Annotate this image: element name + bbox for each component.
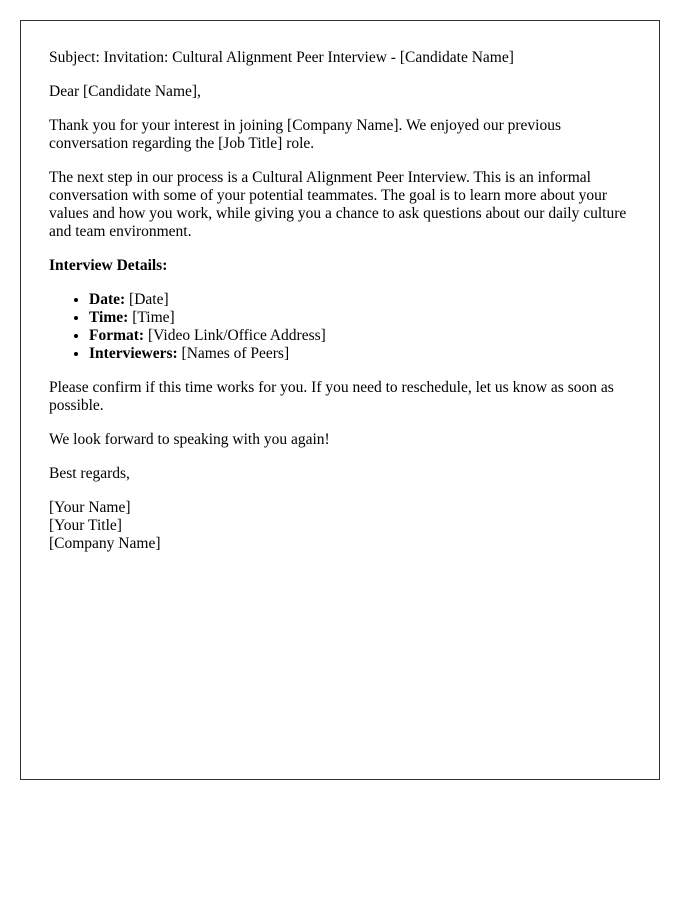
intro-paragraph: Thank you for your interest in joining [Company Name]. We enjoyed our previous conversation regarding the [Job Title] role. (49, 117, 562, 152)
signature-company: [Company Name] (49, 535, 161, 552)
details-heading-wrapper (49, 257, 631, 275)
subject-line: Subject: Invitation: Cultural Alignment Peer Interview - [Candidate Name] (49, 49, 514, 66)
detail-label: Time: (89, 309, 129, 326)
closing-sentence: We look forward to speaking with you again! (49, 431, 330, 448)
detail-item-format (89, 327, 631, 345)
signature-title: [Your Title] (49, 517, 122, 534)
signature-name: [Your Name] (49, 499, 131, 516)
confirm-paragraph: Please confirm if this time works for you. If you need to reschedule, let us know as soon as possible. (49, 379, 614, 414)
detail-value: [Date] (125, 291, 169, 308)
signature-block (49, 499, 631, 553)
detail-value: [Video Link/Office Address] (144, 327, 326, 344)
letter-container (20, 20, 660, 780)
details-heading: Interview Details: (49, 257, 168, 274)
detail-value: [Names of Peers] (177, 345, 290, 362)
detail-value: [Time] (128, 309, 175, 326)
detail-item-interviewers (89, 345, 631, 363)
greeting: Dear [Candidate Name], (49, 83, 201, 100)
detail-label: Date: (89, 291, 126, 308)
details-list (49, 291, 631, 363)
process-paragraph: The next step in our process is a Cultural Alignment Peer Interview. This is an informal conversation with some of your potential teammates. The goal is to learn more about your values and how you work, while giving you a chance to ask questions about our daily culture and team environment. (49, 169, 627, 240)
detail-item-time (89, 309, 631, 327)
detail-label: Format: (89, 327, 145, 344)
detail-item-date (89, 291, 631, 309)
closing: Best regards, (49, 465, 130, 482)
detail-label: Interviewers: (89, 345, 178, 362)
